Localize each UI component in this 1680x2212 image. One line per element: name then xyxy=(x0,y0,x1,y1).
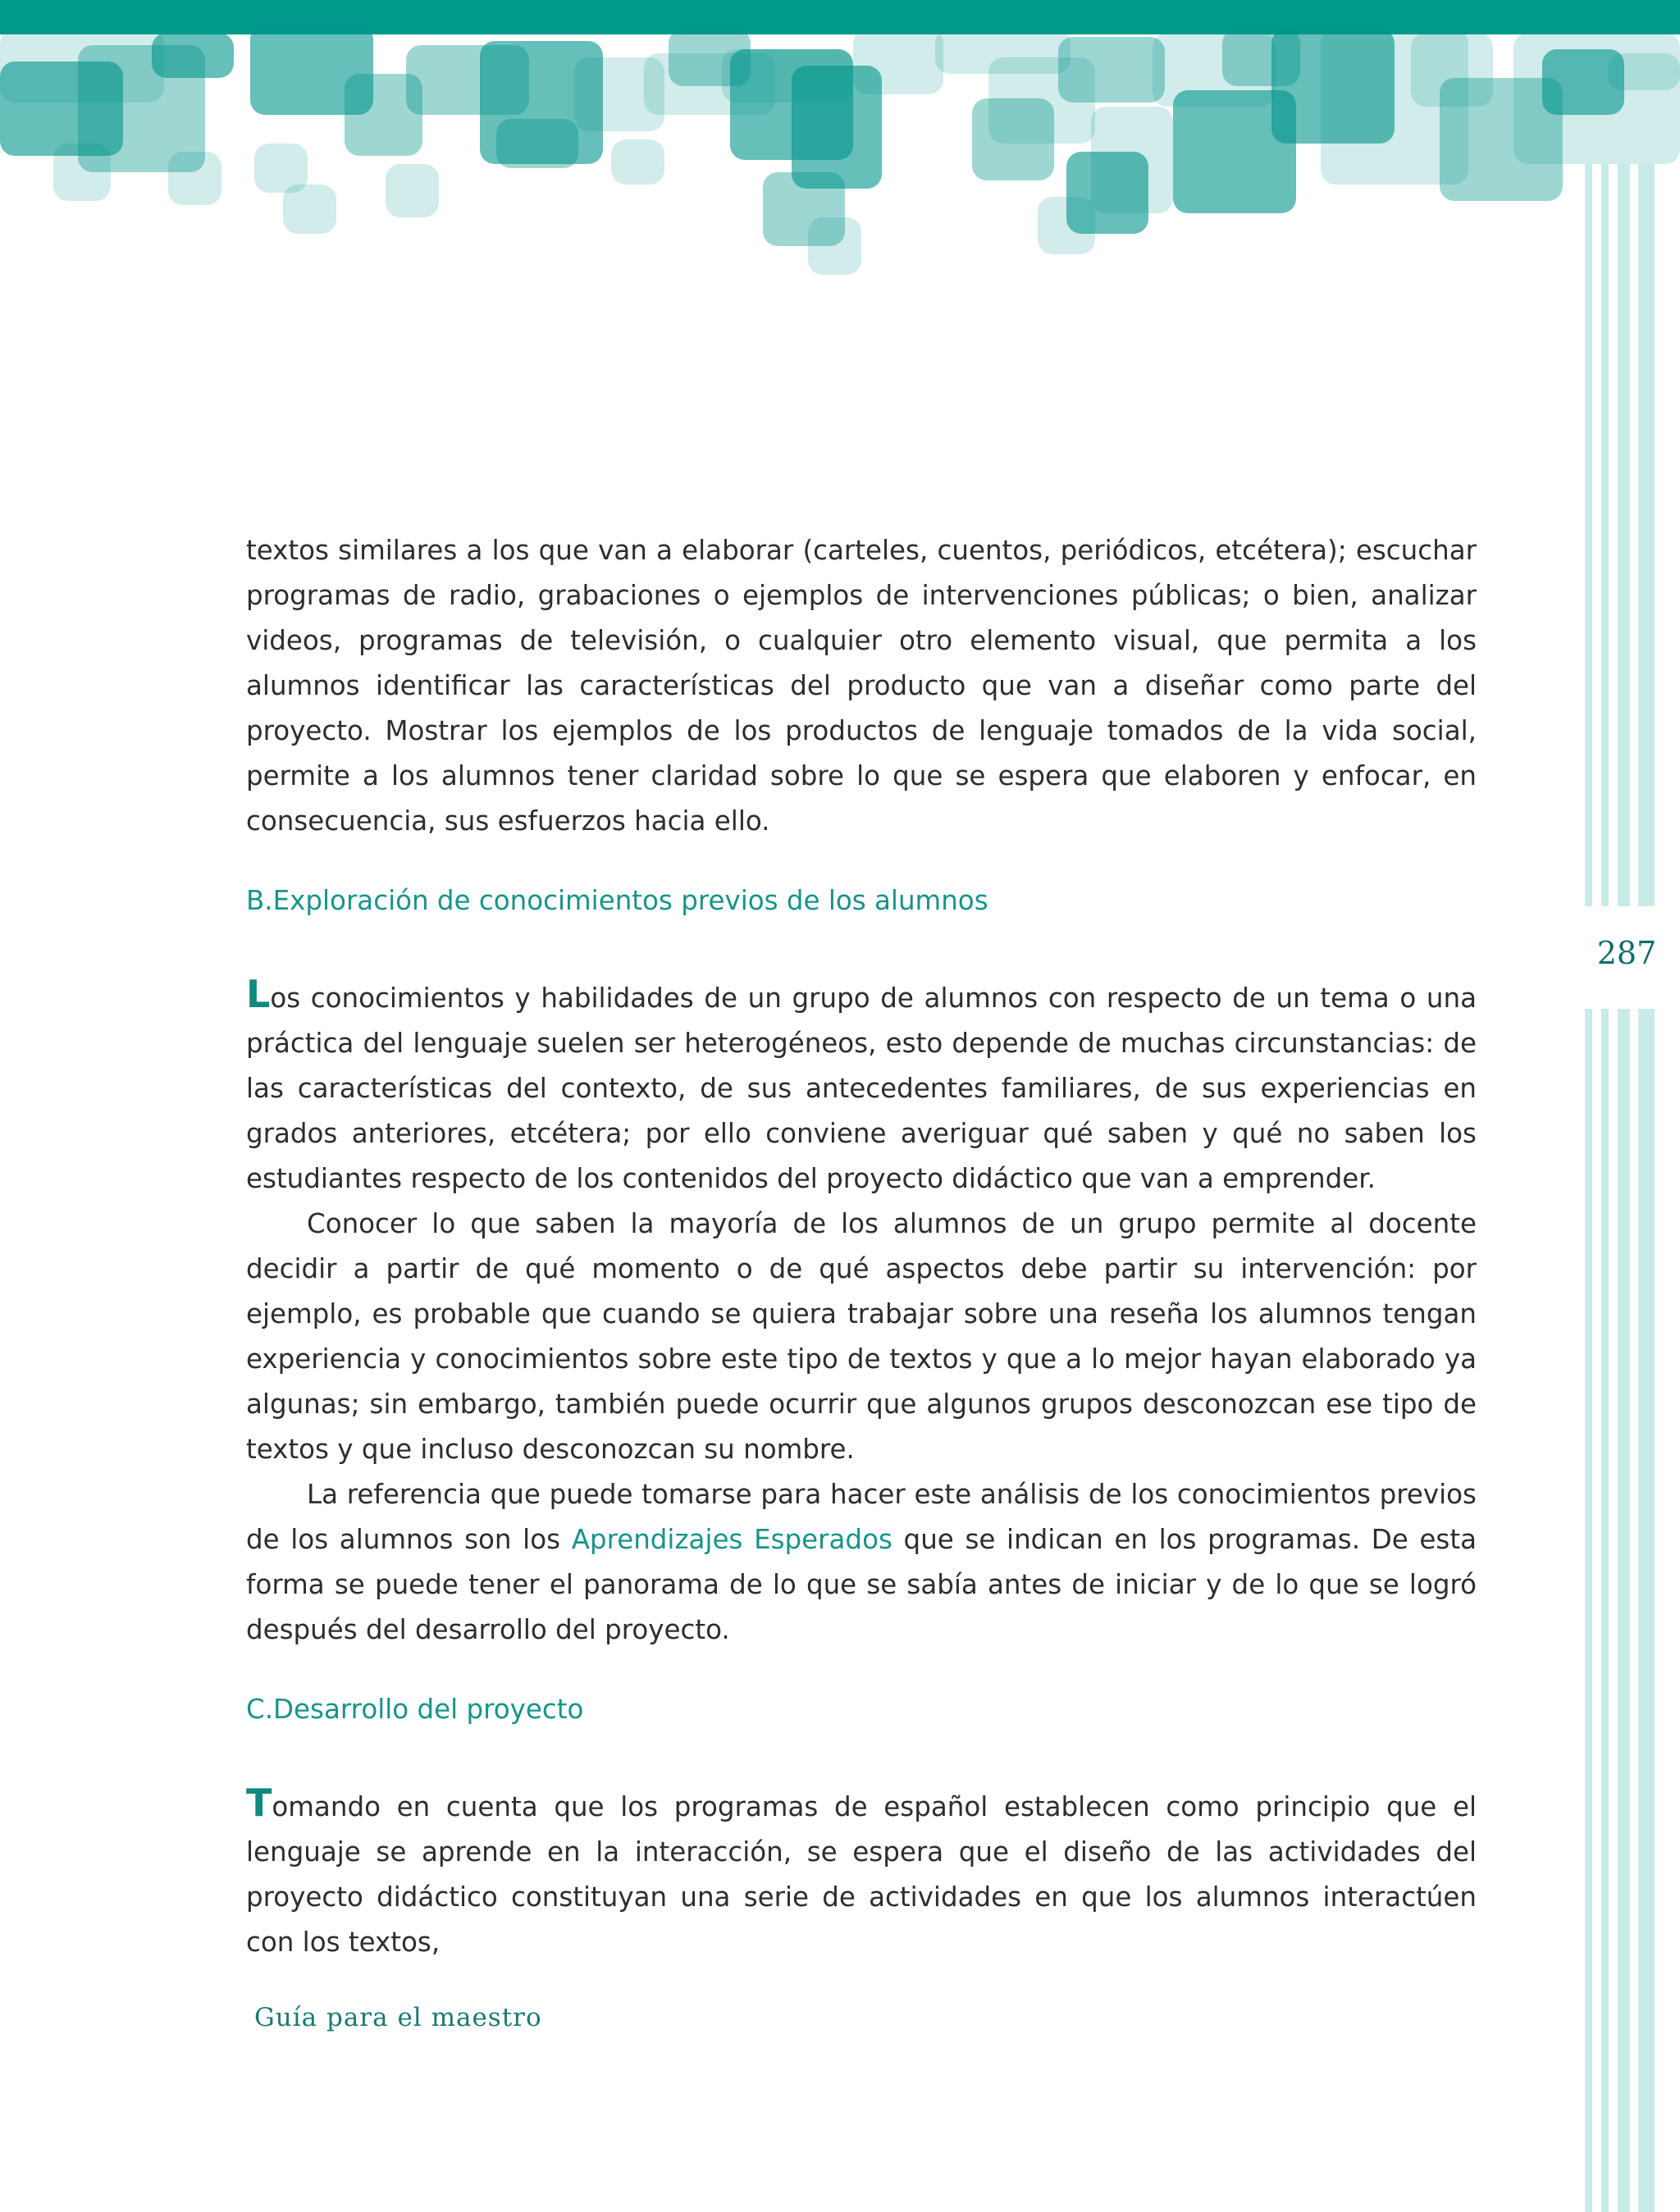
paragraph-4 xyxy=(246,1472,1477,1653)
paragraph-4-text-a: La referencia que puede tomarse para hacer este análisis de los conocimientos previos de los alumnos son los xyxy=(246,1479,1477,1555)
paragraph-2-text: os conocimientos y habilidades de un grupo de alumnos con respecto de un tema o una práctica del lenguaje suelen ser heterogéneos, esto depende de muchas circunstancias: de las características del contexto, de sus antecedentes familiares, de sus experiencias en grados anteriores, etcétera; por ello conviene averiguar qué saben y qué no saben los estudiantes respecto de los contenidos del proyecto didáctico que van a emprender. xyxy=(246,983,1477,1194)
section-heading-b: B.Exploración de conocimientos previos de los alumnos xyxy=(246,885,988,916)
drop-cap-l: L xyxy=(246,972,271,1016)
aprendizajes-esperados-term: Aprendizajes Esperados xyxy=(571,1524,892,1555)
paragraph-5-text: omando en cuenta que los programas de español establecen como principio que el lenguaje se aprende en la interacción, se espera que el diseño de las actividades del proyecto didáctico constituyan una serie de actividades en que los alumnos interactúen con los textos, xyxy=(246,1791,1477,1958)
drop-cap-t: T xyxy=(246,1781,272,1825)
paragraph-2 xyxy=(246,972,1477,1202)
paragraph-4-text-b: que se indican en los programas. De esta forma se puede tener el panorama de lo que se sabía antes de iniciar y de lo que se logró después del desarrollo del proyecto. xyxy=(246,1524,1477,1645)
paragraph-1: textos similares a los que van a elaborar (carteles, cuentos, periódicos, etcétera); escuchar programas de radio, grabaciones o ejemplos de intervenciones públicas; o bien, analizar videos, programas de televisión, o cualquier otro elemento visual, que permita a los alumnos identificar las características del producto que van a diseñar como parte del proyecto. Mostrar los ejemplos de los productos de lenguaje tomados de la vida social, permite a los alumnos tener claridad sobre lo que se espera que elaboren y enfocar, en consecuencia, sus esfuerzos hacia ello. xyxy=(246,535,1477,837)
paragraph-5 xyxy=(246,1781,1477,1965)
document-body xyxy=(246,528,1477,1965)
footer-title: Guía para el maestro xyxy=(254,2003,542,2032)
paragraph-3: Conocer lo que saben la mayoría de los alumnos de un grupo permite al docente decidir a partir de qué momento o de qué aspectos debe partir su intervención: por ejemplo, es probable que cuando se quiera trabajar sobre una reseña los alumnos tengan experiencia y conocimientos sobre este tipo de textos y que a lo mejor hayan elaborado ya algunas; sin embargo, también puede ocurrir que algunos grupos desconozcan ese tipo de textos y que incluso desconozcan su nombre. xyxy=(246,1208,1477,1465)
section-heading-c: C.Desarrollo del proyecto xyxy=(246,1694,584,1725)
page-number: 287 xyxy=(1596,935,1657,971)
